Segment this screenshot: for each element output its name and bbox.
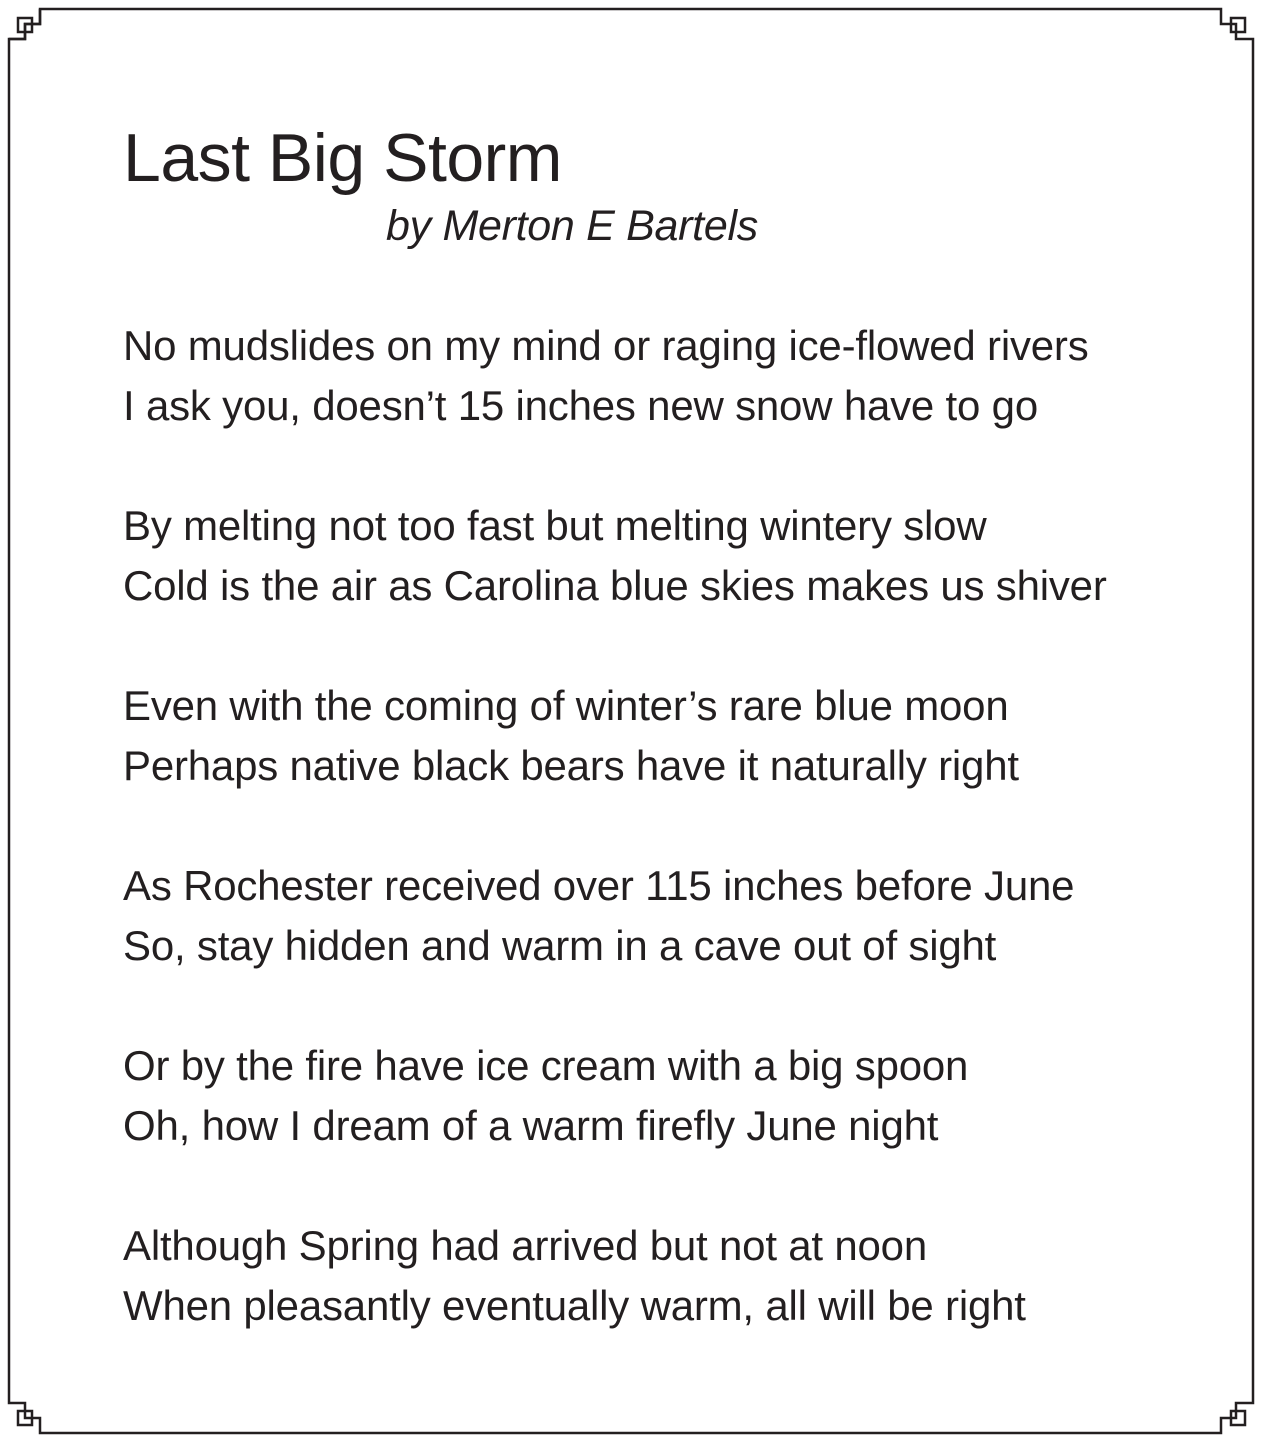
stanza-4 — [123, 856, 1107, 976]
poem-line: I ask you, doesn’t 15 inches new snow have to go — [123, 382, 1038, 429]
poem-line: Cold is the air as Carolina blue skies makes us shiver — [123, 562, 1107, 609]
poem-line: Perhaps native black bears have it naturally right — [123, 742, 1019, 789]
poem-line: Even with the coming of winter’s rare blue moon — [123, 682, 1009, 729]
poem-body — [123, 316, 1107, 1396]
poem-line: When pleasantly eventually warm, all will be right — [123, 1282, 1026, 1329]
poem-byline: by Merton E Bartels — [386, 202, 758, 250]
stanza-3 — [123, 676, 1107, 796]
poem-line: So, stay hidden and warm in a cave out of sight — [123, 922, 997, 969]
poem-title: Last Big Storm — [123, 120, 562, 196]
stanza-6 — [123, 1216, 1107, 1336]
poem-line: By melting not too fast but melting wintery slow — [123, 502, 987, 549]
stanza-5 — [123, 1036, 1107, 1156]
poem-line: As Rochester received over 115 inches before June — [123, 862, 1075, 909]
stanza-1 — [123, 316, 1107, 436]
poem-line: No mudslides on my mind or raging ice-flowed rivers — [123, 322, 1089, 369]
poem-line: Oh, how I dream of a warm firefly June night — [123, 1102, 939, 1149]
poem-line: Although Spring had arrived but not at noon — [123, 1222, 927, 1269]
poem-line: Or by the fire have ice cream with a big spoon — [123, 1042, 969, 1089]
stanza-2 — [123, 496, 1107, 616]
